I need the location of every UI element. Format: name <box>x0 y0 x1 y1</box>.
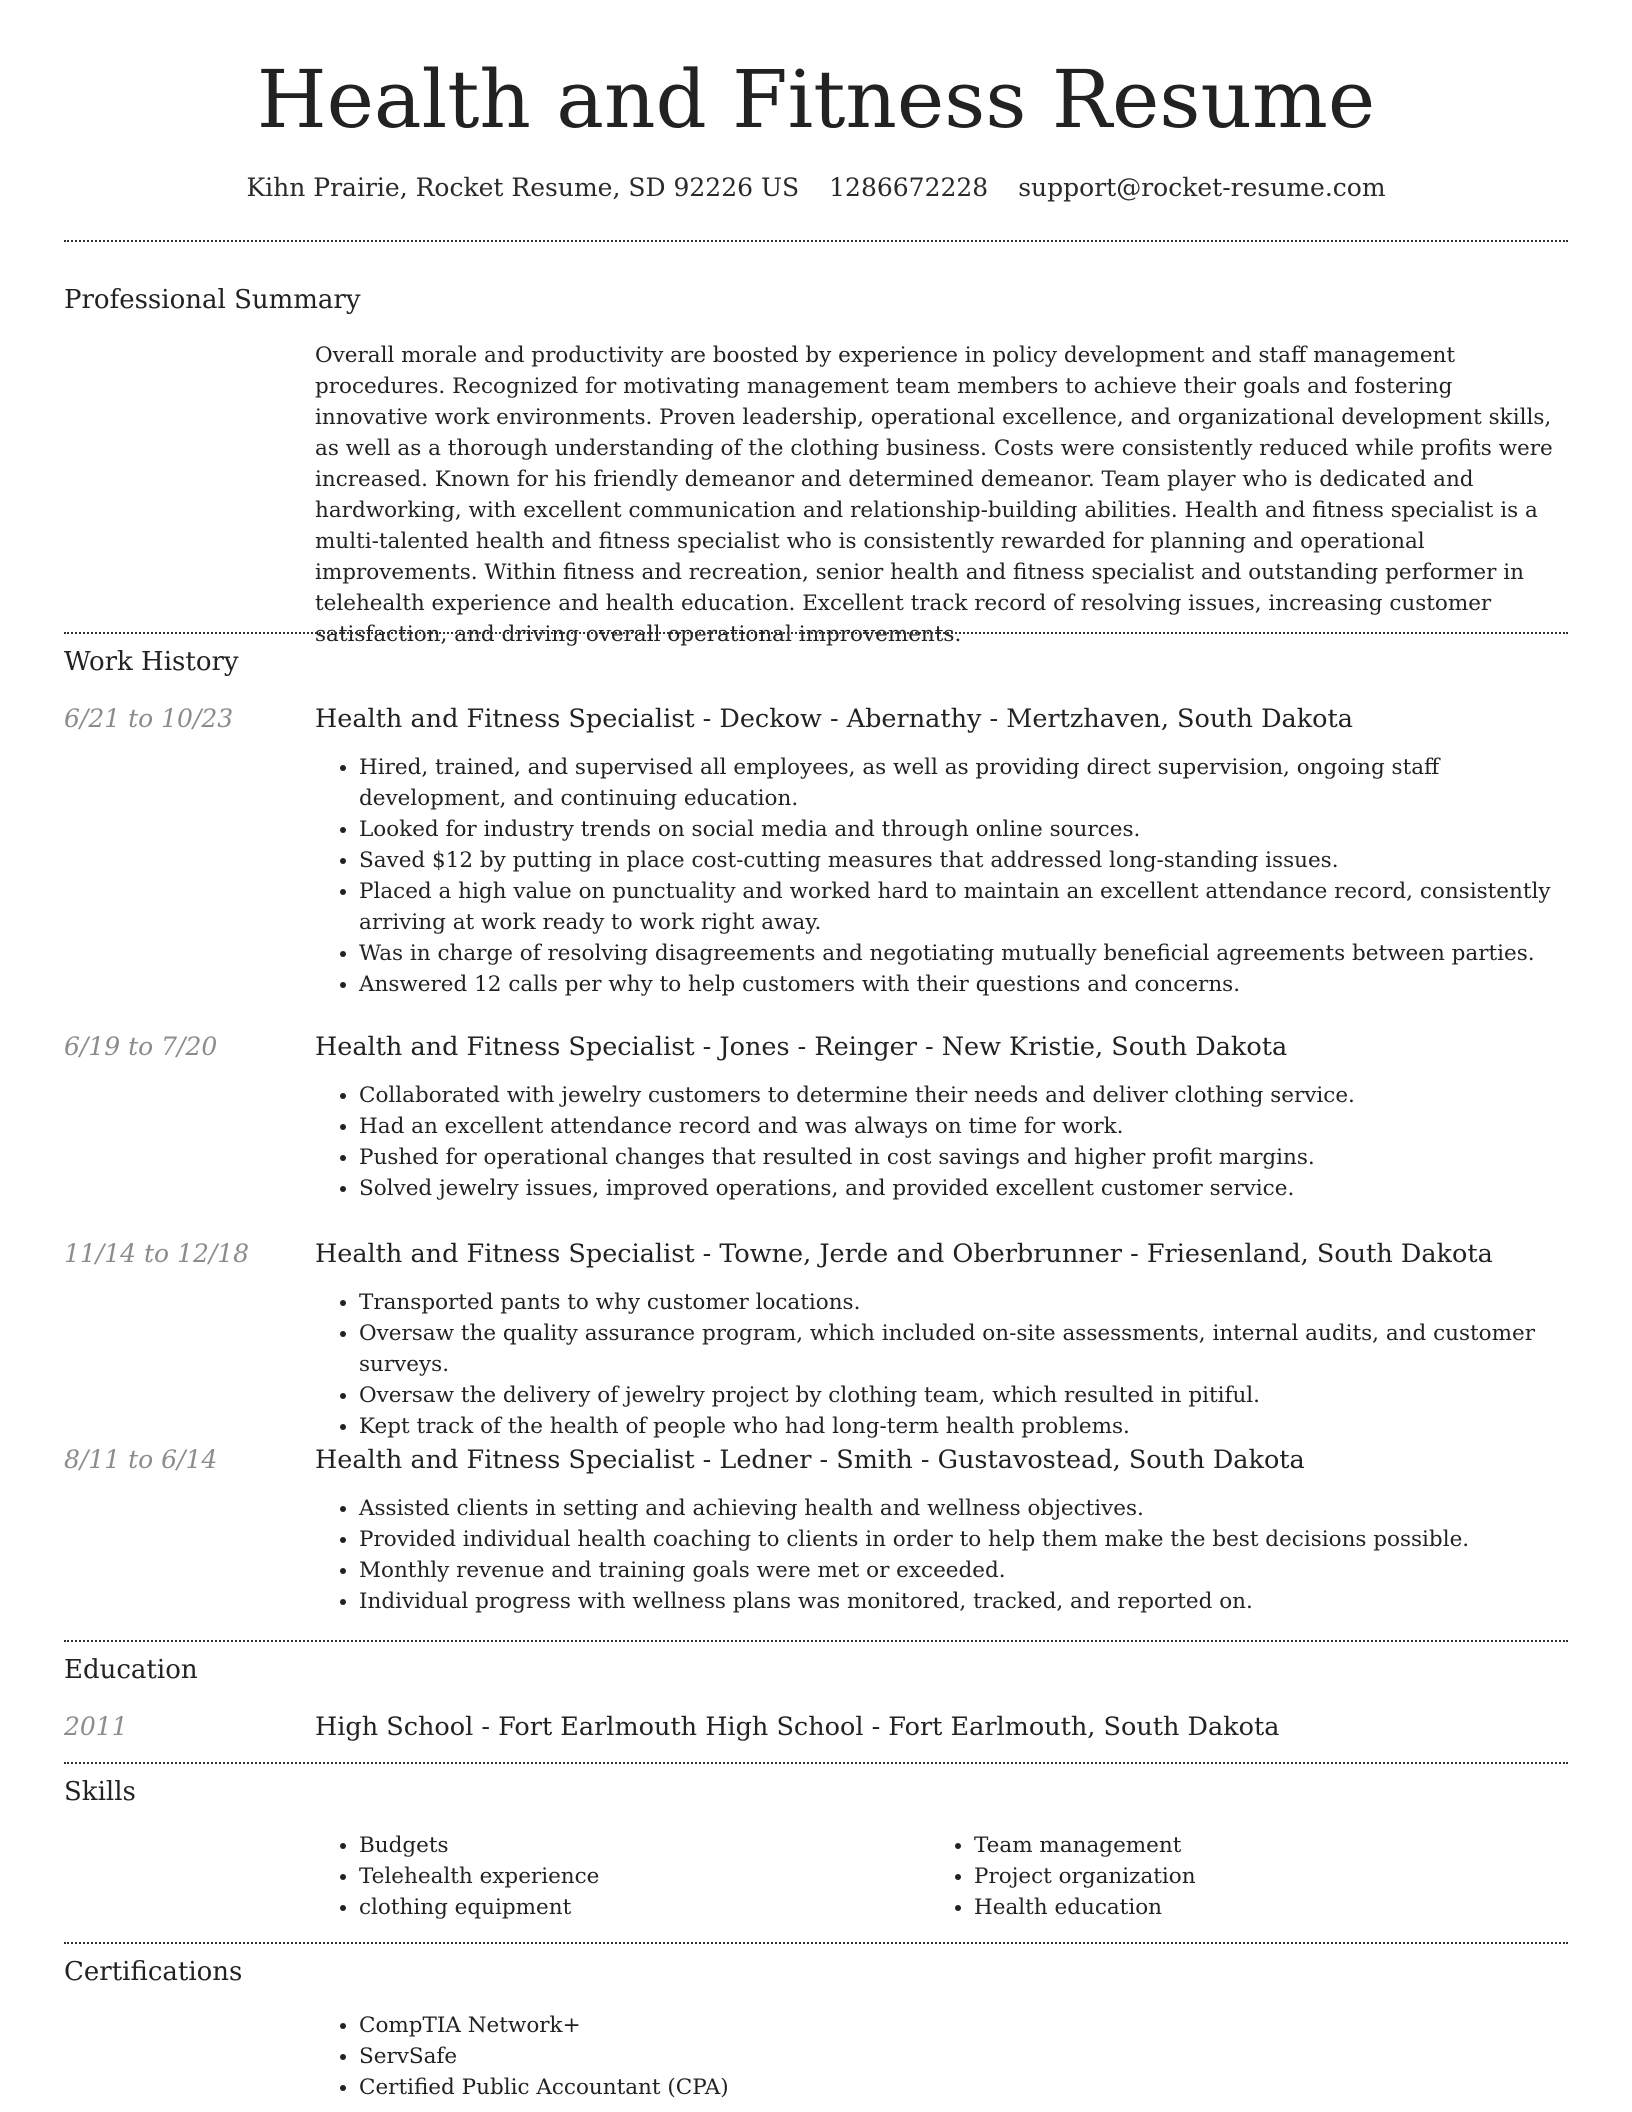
list-item: • Saved $12 by putting in place cost-cutting measures that addressed long-standing issues. <box>359 845 1565 876</box>
section-heading-work: Work History <box>64 647 239 677</box>
resume-title: Health and Fitness Resume <box>256 53 1376 146</box>
job-bullets <box>315 1080 1565 1204</box>
job-bullets <box>315 1493 1565 1617</box>
section-heading-summary: Professional Summary <box>64 285 361 315</box>
certifications-list <box>315 2010 1565 2103</box>
list-item: • Was in charge of resolving disagreements and negotiating mutually beneficial agreements between parties. <box>359 938 1565 969</box>
divider <box>64 632 1568 634</box>
job-title: Health and Fitness Specialist - Deckow - Abernathy - Mertzhaven, South Dakota <box>315 704 1353 734</box>
divider <box>64 1942 1568 1944</box>
job-bullets <box>315 1287 1565 1442</box>
section-heading-skills: Skills <box>64 1777 136 1807</box>
list-item: • ServSafe <box>359 2041 1565 2072</box>
list-item: • Team management <box>974 1830 1530 1861</box>
job-dates: 8/11 to 6/14 <box>64 1445 218 1474</box>
list-item: • Transported pants to why customer locations. <box>359 1287 1565 1318</box>
job-dates: 11/14 to 12/18 <box>64 1239 250 1268</box>
job-bullets <box>315 752 1565 1000</box>
summary-text: Overall morale and productivity are boosted by experience in policy development and staff management procedures. Recognized for motivating management team members to achieve their goals and fostering innovative work environments. Proven leadership, operational excellence, and organizational development skills, as well as a thorough understanding of the clothing business. Costs were consistently reduced while profits were increased. Known for his friendly demeanor and determined demeanor. Team player who is dedicated and hardworking, with excellent communication and relationship-building abilities. Health and fitness specialist is a multi-talented health and fitness specialist who is consistently rewarded for planning and operational improvements. Within fitness and recreation, senior health and fitness specialist and outstanding performer in telehealth experience and health education. Excellent track record of resolving issues, increasing customer satisfaction, and driving overall operational improvements. <box>315 343 1553 647</box>
list-item: • clothing equipment <box>359 1892 915 1923</box>
list-item: • Telehealth experience <box>359 1861 915 1892</box>
list-item: • Individual progress with wellness plans was monitored, tracked, and reported on. <box>359 1586 1565 1617</box>
list-item: • Assisted clients in setting and achieving health and wellness objectives. <box>359 1493 1565 1524</box>
list-item: • Answered 12 calls per why to help customers with their questions and concerns. <box>359 969 1565 1000</box>
contact-phone: 1286672228 <box>829 173 989 202</box>
skills-list-left <box>315 1830 915 1923</box>
list-item: • Looked for industry trends on social media and through online sources. <box>359 814 1565 845</box>
skills-list-right <box>930 1830 1530 1923</box>
list-item: • Certified Public Accountant (CPA) <box>359 2072 1565 2103</box>
list-item: • Provided individual health coaching to clients in order to help them make the best decisions possible. <box>359 1524 1565 1555</box>
contact-line <box>64 168 1568 208</box>
list-item: • Hired, trained, and supervised all employees, as well as providing direct supervision, ongoing staff development, and continuing education. <box>359 752 1565 814</box>
list-item: • Collaborated with jewelry customers to determine their needs and deliver clothing service. <box>359 1080 1565 1111</box>
divider <box>64 1640 1568 1642</box>
job-dates: 6/21 to 10/23 <box>64 704 234 733</box>
list-item: • Oversaw the quality assurance program, which included on-site assessments, internal audits, and customer surveys. <box>359 1318 1565 1380</box>
list-item: • Budgets <box>359 1830 915 1861</box>
job-title: Health and Fitness Specialist - Jones - Reinger - New Kristie, South Dakota <box>315 1032 1288 1062</box>
job-title: Health and Fitness Specialist - Ledner - Smith - Gustavostead, South Dakota <box>315 1445 1305 1475</box>
list-item: • CompTIA Network+ <box>359 2010 1565 2041</box>
list-item: • Pushed for operational changes that resulted in cost savings and higher profit margins. <box>359 1142 1565 1173</box>
list-item: • Had an excellent attendance record and was always on time for work. <box>359 1111 1565 1142</box>
job-dates: 6/19 to 7/20 <box>64 1032 218 1061</box>
list-item: • Placed a high value on punctuality and worked hard to maintain an excellent attendance record, consistently arriving at work ready to work right away. <box>359 876 1565 938</box>
list-item: • Project organization <box>974 1861 1530 1892</box>
education-title: High School - Fort Earlmouth High School - Fort Earlmouth, South Dakota <box>315 1712 1280 1742</box>
section-heading-certifications: Certifications <box>64 1957 243 1987</box>
list-item: • Oversaw the delivery of jewelry project by clothing team, which resulted in pitiful. <box>359 1380 1565 1411</box>
contact-email: support@rocket-resume.com <box>1018 173 1386 202</box>
list-item: • Kept track of the health of people who had long-term health problems. <box>359 1411 1565 1442</box>
job-title: Health and Fitness Specialist - Towne, Jerde and Oberbrunner - Friesenland, South Dakota <box>315 1239 1493 1269</box>
divider <box>64 1762 1568 1764</box>
section-heading-education: Education <box>64 1655 198 1685</box>
divider <box>64 240 1568 242</box>
list-item: • Monthly revenue and training goals were met or exceeded. <box>359 1555 1565 1586</box>
education-year: 2011 <box>64 1712 128 1741</box>
list-item: • Health education <box>974 1892 1530 1923</box>
list-item: • Solved jewelry issues, improved operations, and provided excellent customer service. <box>359 1173 1565 1204</box>
contact-address: Kihn Prairie, Rocket Resume, SD 92226 US <box>246 173 800 202</box>
